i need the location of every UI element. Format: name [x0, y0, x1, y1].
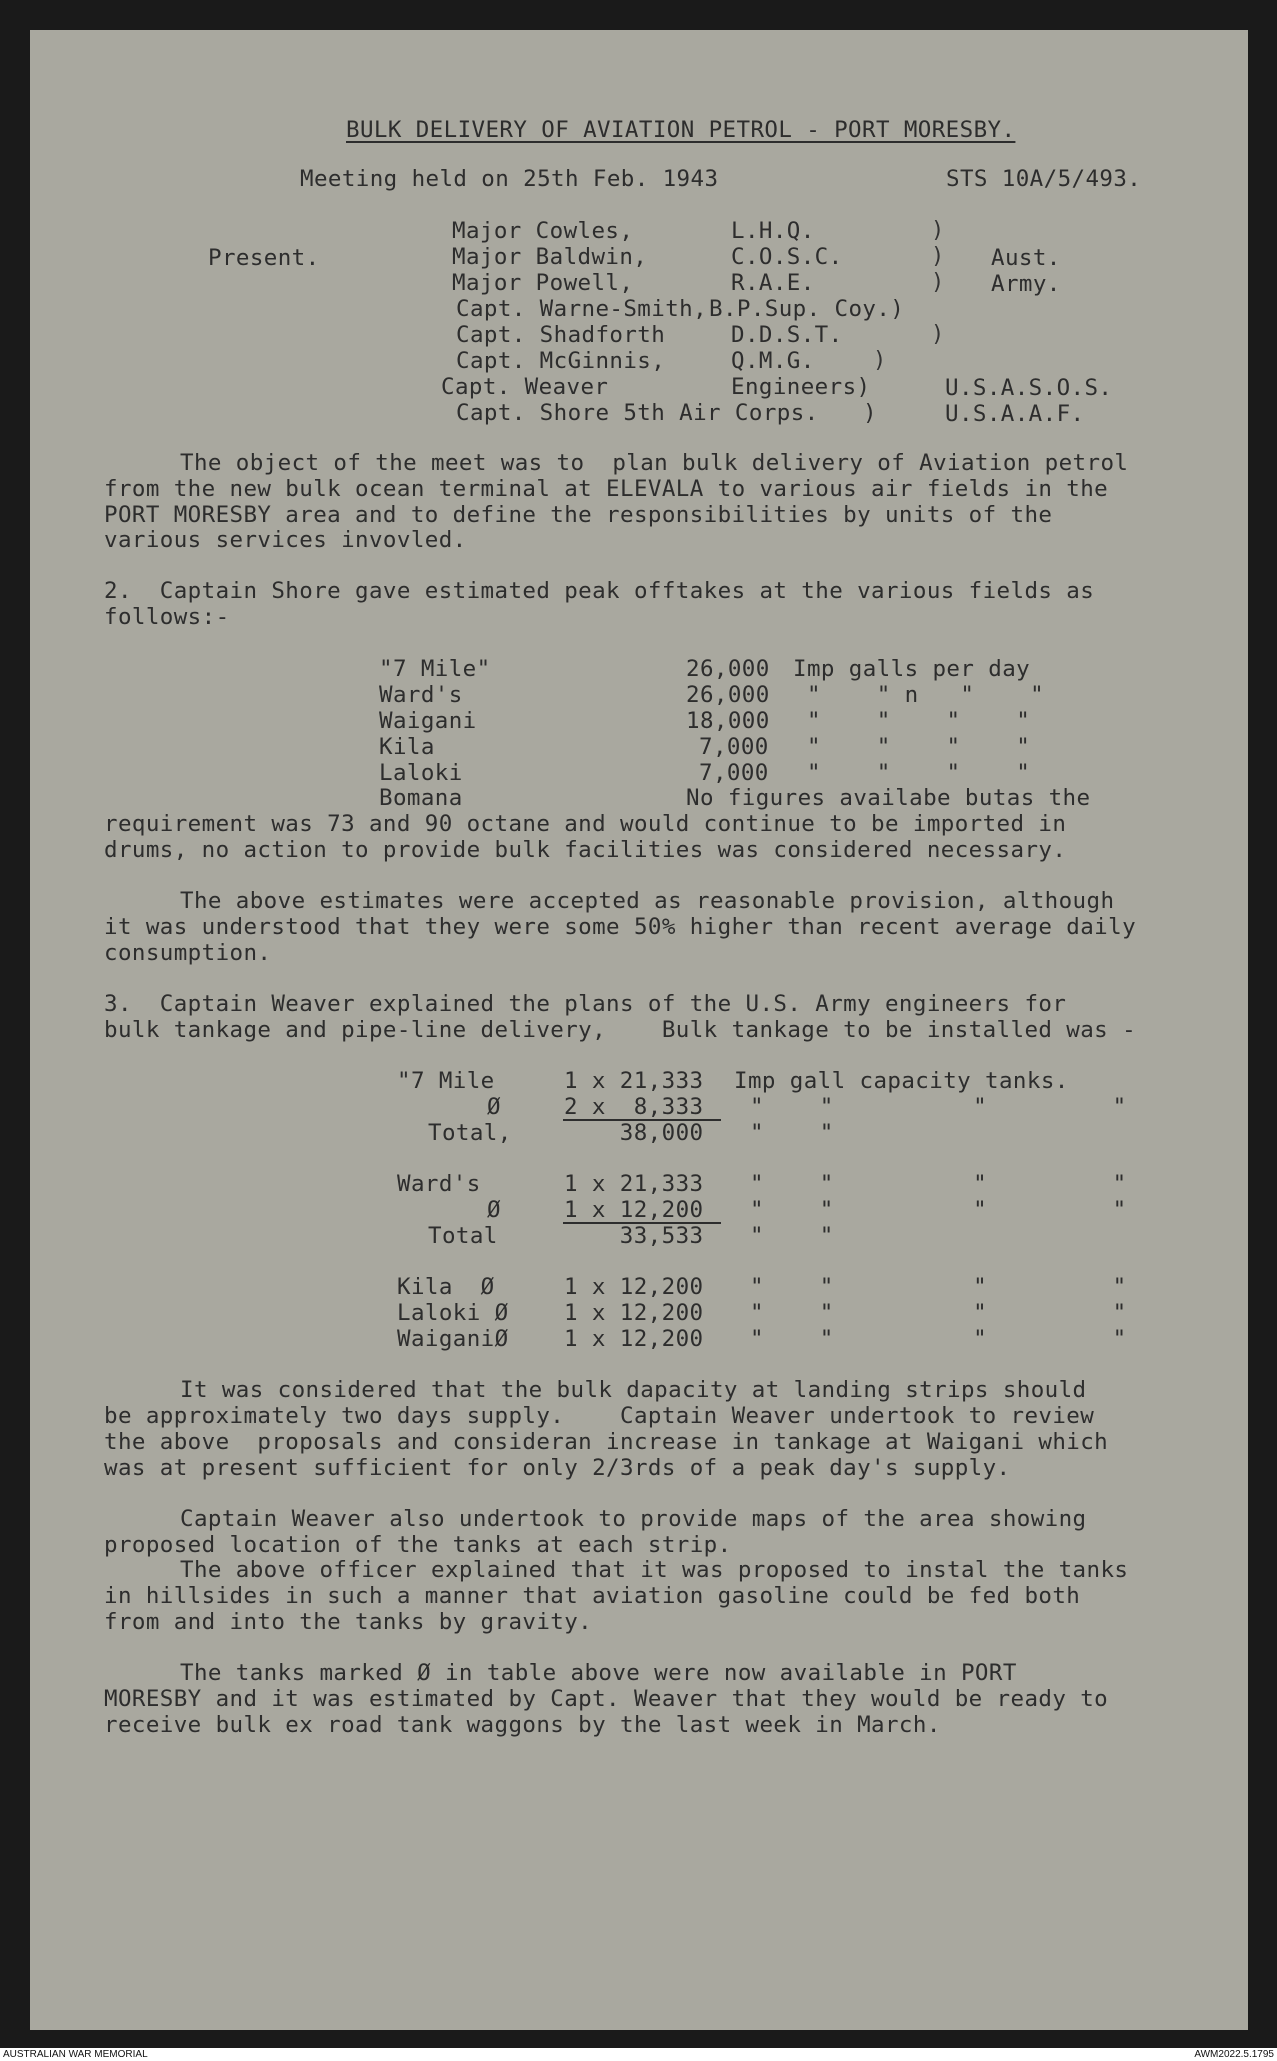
tank-quantity: 1 x 21,333: [564, 1068, 704, 1094]
group-label-army: Army.: [991, 271, 1061, 297]
attendee-name: Capt. Warne-Smith,: [456, 296, 708, 322]
bracket-mark: ): [931, 244, 945, 269]
offtake-unit: " " n " ": [807, 682, 1045, 708]
offtake-field: Kila: [379, 734, 435, 760]
tank-label: Total,: [428, 1120, 512, 1146]
attendee-unit: Q.M.G.: [731, 348, 815, 374]
paragraph-line: It was considered that the bulk dapacity at landing strips should: [180, 1377, 1087, 1403]
tank-quantity: 1 x 21,333: [564, 1171, 704, 1197]
offtake-field: Waigani: [379, 708, 477, 734]
attendee-unit: C.O.S.C.: [731, 244, 843, 270]
tank-label: WaiganiØ: [397, 1326, 509, 1352]
tank-quantity: 1 x 12,200: [564, 1197, 704, 1223]
tank-label: Ø: [487, 1197, 501, 1223]
tank-description: Imp gall capacity tanks.: [734, 1068, 1069, 1094]
group-label-aust: Aust.: [991, 245, 1061, 271]
offtake-value: 7,000: [699, 760, 769, 786]
attendee-name: Major Baldwin,: [452, 244, 648, 270]
paragraph-line: PORT MORESBY area and to define the responsibilities by units of the: [104, 502, 1053, 528]
paragraph-line: 2. Captain Shore gave estimated peak offtakes at the various fields as: [104, 578, 1095, 604]
tank-label: Laloki Ø: [397, 1300, 509, 1326]
tank-label: Ward's: [397, 1171, 481, 1197]
group-label-usaaf: U.S.A.A.F.: [945, 401, 1085, 427]
offtake-value: 18,000: [686, 708, 770, 734]
attendee-name: Major Powell,: [452, 270, 634, 296]
group-label-usasos: U.S.A.S.O.S.: [945, 375, 1113, 401]
archive-footer: [0, 2048, 1277, 2061]
attendee-unit: R.A.E.: [731, 270, 815, 296]
attendee-unit: Engineers): [731, 374, 871, 400]
tank-description: " " " ": [750, 1326, 1127, 1352]
tank-label: Total: [428, 1223, 498, 1249]
offtake-unit: " " " ": [807, 734, 1031, 760]
offtake-unit: No figures availabe butas the: [686, 785, 1091, 811]
attendee-unit: L.H.Q.: [731, 218, 815, 244]
tank-description: " " " ": [750, 1274, 1127, 1300]
paragraph-line: from the new bulk ocean terminal at ELEVALA to various air fields in the: [104, 476, 1109, 502]
tank-label: Ø: [487, 1094, 501, 1120]
paragraph-line: requirement was 73 and 90 octane and would continue to be imported in: [104, 811, 1067, 837]
tank-quantity: 1 x 12,200: [564, 1300, 704, 1326]
paragraph-line: consumption.: [104, 940, 272, 966]
paragraph-line: the above proposals and consideran increase in tankage at Waigani which: [104, 1429, 1109, 1455]
tank-description: " " " ": [750, 1197, 1127, 1223]
present-label: Present.: [208, 245, 320, 271]
paragraph-line: receive bulk ex road tank waggons by the last week in March.: [104, 1712, 941, 1738]
paragraph-line: The tanks marked Ø in table above were now available in PORT: [180, 1660, 1017, 1686]
footer-institution: AUSTRALIAN WAR MEMORIAL: [3, 2049, 148, 2060]
offtake-field: Ward's: [379, 682, 463, 708]
tank-label: "7 Mile: [397, 1068, 495, 1094]
footer-accession-number: AWM2022.5.1795: [1194, 2049, 1274, 2060]
offtake-unit: Imp galls per day: [793, 656, 1031, 682]
attendee-name: Capt. Weaver: [441, 374, 609, 400]
tank-description: " ": [750, 1223, 834, 1249]
paragraph-line: MORESBY and it was estimated by Capt. Weaver that they would be ready to: [104, 1686, 1109, 1712]
paragraph-line: The above officer explained that it was proposed to instal the tanks: [180, 1557, 1129, 1583]
paragraph-line: proposed location of the tanks at each strip.: [104, 1532, 732, 1558]
attendee-name: Capt. Shadforth: [456, 322, 666, 348]
bracket-mark: ): [931, 322, 945, 347]
offtake-field: Bomana: [379, 785, 463, 811]
tank-label: Kila Ø: [397, 1274, 495, 1300]
attendee-name: Major Cowles,: [452, 218, 634, 244]
paragraph-line: bulk tankage and pipe-line delivery, Bulk tankage to be installed was -: [104, 1017, 1137, 1043]
paragraph-line: it was understood that they were some 50% higher than recent average daily: [104, 914, 1137, 940]
tank-quantity: 38,000: [564, 1120, 704, 1146]
tank-description: " " " ": [750, 1171, 1127, 1197]
bracket-mark: ): [931, 218, 945, 243]
offtake-field: "7 Mile": [379, 656, 491, 682]
attendee-unit: B.P.Sup. Coy.): [709, 296, 905, 322]
offtake-unit: " " " ": [807, 708, 1031, 734]
tank-quantity: 1 x 12,200: [564, 1274, 704, 1300]
tank-quantity: 1 x 12,200: [564, 1326, 704, 1352]
attendee-unit: D.D.S.T.: [731, 322, 843, 348]
document-title: BULK DELIVERY OF AVIATION PETROL - PORT MORESBY.: [346, 117, 1016, 143]
paragraph-line: 3. Captain Weaver explained the plans of the U.S. Army engineers for: [104, 991, 1067, 1017]
paragraph-line: follows:-: [104, 604, 230, 630]
paragraph-line: various services invovled.: [104, 527, 467, 553]
bracket-mark: ): [873, 348, 887, 373]
reference-number: STS 10A/5/493.: [946, 166, 1142, 192]
tank-quantity: 33,533: [564, 1223, 704, 1249]
attendee-name: Capt. McGinnis,: [456, 348, 666, 374]
paragraph-line: drums, no action to provide bulk facilities was considered necessary.: [104, 837, 1067, 863]
tank-description: " " " ": [750, 1094, 1127, 1120]
offtake-unit: " " " ": [807, 760, 1031, 786]
bracket-mark: ): [931, 270, 945, 295]
attendee-name: Capt. Shore 5th Air Corps.: [456, 400, 819, 426]
paragraph-line: was at present sufficient for only 2/3rds of a peak day's supply.: [104, 1455, 1011, 1481]
offtake-field: Laloki: [379, 760, 463, 786]
tank-description: " " " ": [750, 1300, 1127, 1326]
offtake-value: 26,000: [686, 656, 770, 682]
paragraph-line: be approximately two days supply. Captain Weaver undertook to review: [104, 1403, 1095, 1429]
tank-quantity: 2 x 8,333: [564, 1094, 704, 1120]
paragraph-line: The above estimates were accepted as reasonable provision, although: [180, 888, 1115, 914]
offtake-value: 26,000: [686, 682, 770, 708]
paragraph-line: from and into the tanks by gravity.: [104, 1609, 593, 1635]
meeting-date: Meeting held on 25th Feb. 1943: [300, 166, 719, 192]
offtake-value: 7,000: [699, 734, 769, 760]
paragraph-line: in hillsides in such a manner that aviation gasoline could be fed both: [104, 1583, 1081, 1609]
paragraph-line: The object of the meet was to plan bulk delivery of Aviation petrol: [180, 450, 1129, 476]
tank-description: " ": [750, 1120, 834, 1146]
attendee-unit: ): [863, 400, 877, 426]
paragraph-line: Captain Weaver also undertook to provide maps of the area showing: [180, 1506, 1087, 1532]
